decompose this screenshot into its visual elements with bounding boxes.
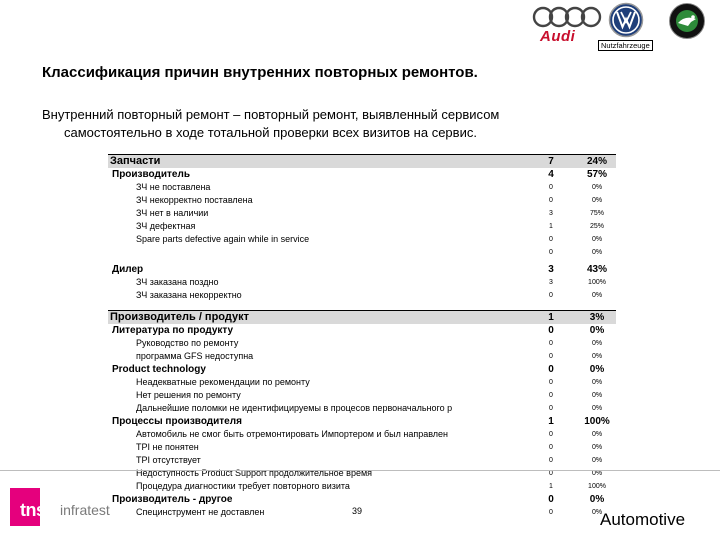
table-row — [108, 428, 616, 441]
row-label: Запчасти — [110, 155, 161, 167]
row-percent: 0% — [591, 236, 603, 243]
row-count: 0 — [549, 236, 553, 243]
row-label: Производитель / продукт — [110, 311, 249, 323]
row-count: 0 — [549, 249, 553, 256]
table-group-row — [108, 415, 616, 428]
page-number: 39 — [352, 506, 363, 516]
table-row — [108, 350, 616, 363]
row-count: 3 — [549, 279, 553, 286]
row-percent: 0% — [591, 292, 603, 299]
row-label: Дилер — [112, 264, 144, 275]
table-row — [108, 289, 616, 302]
row-count: 0 — [549, 457, 553, 464]
row-label: Product technology — [112, 364, 206, 375]
section-gap — [108, 302, 616, 310]
row-label: Производитель — [112, 169, 190, 180]
row-count: 1 — [548, 312, 554, 323]
row-label: Производитель - другое — [112, 494, 233, 505]
table-row — [108, 220, 616, 233]
row-count: 0 — [549, 509, 553, 516]
row-label: Руководство по ремонту — [136, 338, 239, 348]
row-count: 0 — [548, 325, 554, 336]
row-label: Недоступность Product Support продолжительное время — [136, 468, 373, 478]
table-row — [108, 480, 616, 493]
row-count: 0 — [549, 292, 553, 299]
table-group-row — [108, 263, 616, 276]
definition-line-1: Внутренний повторный ремонт – повторный ремонт, выявленный сервисом — [42, 107, 500, 122]
row-percent: 0% — [591, 392, 603, 399]
table-group-row — [108, 363, 616, 376]
row-count: 0 — [549, 197, 553, 204]
table-row — [108, 454, 616, 467]
table-row — [108, 467, 616, 480]
row-label: программа GFS недоступна — [136, 351, 254, 361]
table-row — [108, 207, 616, 220]
row-label: Литература по продукту — [112, 325, 234, 336]
row-label: ЗЧ заказана поздно — [136, 277, 219, 287]
row-count: 0 — [549, 405, 553, 412]
table-group-row — [108, 168, 616, 181]
row-count: 4 — [548, 169, 554, 180]
table-row — [108, 402, 616, 415]
row-percent: 57% — [586, 169, 607, 180]
vw-logo-icon — [608, 2, 644, 38]
row-count: 0 — [548, 494, 554, 505]
row-count: 1 — [549, 223, 553, 230]
row-label: Специнструмент не доставлен — [136, 507, 265, 517]
row-count: 0 — [549, 431, 553, 438]
row-percent: 0% — [591, 509, 603, 516]
row-label: ЗЧ заказана некорректно — [136, 290, 242, 300]
infratest-label: infratest — [60, 502, 110, 518]
row-label: ЗЧ нет в наличии — [136, 208, 209, 218]
row-count: 0 — [549, 340, 553, 347]
row-label: ЗЧ некорректно поставлена — [136, 195, 253, 205]
row-percent: 0% — [591, 470, 603, 477]
row-percent: 0% — [591, 184, 603, 191]
table-group-row — [108, 324, 616, 337]
row-percent: 0% — [591, 379, 603, 386]
table-row — [108, 389, 616, 402]
table-row — [108, 376, 616, 389]
table-row — [108, 194, 616, 207]
table-section-row — [108, 310, 616, 324]
row-label: Spare parts defective again while in service — [136, 234, 310, 244]
row-count: 0 — [548, 364, 554, 375]
table-row — [108, 233, 616, 246]
row-percent: 0% — [591, 197, 603, 204]
row-percent: 0% — [589, 325, 605, 336]
row-count: 0 — [549, 184, 553, 191]
row-percent: 3% — [589, 312, 605, 323]
row-label: ЗЧ не поставлена — [136, 182, 211, 192]
row-count: 1 — [549, 483, 553, 490]
row-count: 0 — [549, 444, 553, 451]
row-label: Неадекватные рекомендации по ремонту — [136, 377, 310, 387]
skoda-logo-icon — [668, 2, 706, 40]
footer-divider — [0, 470, 720, 471]
row-percent: 0% — [591, 340, 603, 347]
row-label: TPI не понятен — [136, 442, 199, 452]
row-label: Нет решения по ремонту — [136, 390, 241, 400]
table-row — [108, 246, 616, 259]
table-section-row — [108, 154, 616, 168]
audi-wordmark: Audi — [540, 28, 576, 45]
row-count: 3 — [549, 210, 553, 217]
row-percent: 43% — [586, 264, 607, 275]
row-percent: 0% — [591, 444, 603, 451]
row-count: 0 — [549, 392, 553, 399]
table-row — [108, 337, 616, 350]
row-count: 1 — [548, 416, 554, 427]
row-label: Дальнейшие поломки не идентифицируемы в процесов первоначального р — [136, 403, 453, 413]
audi-rings-icon — [532, 5, 602, 29]
table-row — [108, 181, 616, 194]
row-label: ЗЧ дефектная — [136, 221, 196, 231]
tns-logo-text: tns — [20, 500, 46, 520]
row-percent: 0% — [591, 431, 603, 438]
row-count: 7 — [548, 156, 554, 167]
row-percent: 100% — [584, 416, 610, 427]
row-percent: 24% — [586, 156, 607, 167]
table-row — [108, 276, 616, 289]
row-label: Автомобиль не смог быть отремонтировать Импортером и был направлен — [136, 429, 449, 439]
row-percent: 0% — [591, 457, 603, 464]
row-percent: 0% — [591, 405, 603, 412]
slide-title: Классификация причин внутренних повторных ремонтов. — [42, 64, 478, 81]
row-label: Процессы производителя — [112, 416, 242, 427]
row-percent: 0% — [589, 494, 605, 505]
table-group-row — [108, 493, 616, 506]
row-label: TPI отсутствует — [136, 455, 201, 465]
row-percent: 75% — [589, 210, 604, 217]
classification-table — [108, 154, 616, 519]
row-count: 0 — [549, 470, 553, 477]
row-percent: 0% — [591, 353, 603, 360]
brand-logos — [528, 2, 718, 54]
row-percent: 25% — [589, 223, 604, 230]
definition-text — [42, 106, 642, 142]
vw-commercial-label: Nutzfahrzeuge — [598, 40, 653, 51]
row-percent: 0% — [589, 364, 605, 375]
row-percent: 0% — [591, 249, 603, 256]
row-label: Процедура диагностики требует повторного визита — [136, 481, 350, 491]
table-row — [108, 441, 616, 454]
row-percent: 100% — [588, 483, 606, 490]
automotive-label: Automotive — [600, 510, 686, 529]
row-count: 3 — [548, 264, 554, 275]
row-percent: 100% — [588, 279, 606, 286]
row-count: 0 — [549, 353, 553, 360]
row-count: 0 — [549, 379, 553, 386]
definition-line-2: самостоятельно в ходе тотальной проверки всех визитов на сервис. — [64, 125, 477, 140]
